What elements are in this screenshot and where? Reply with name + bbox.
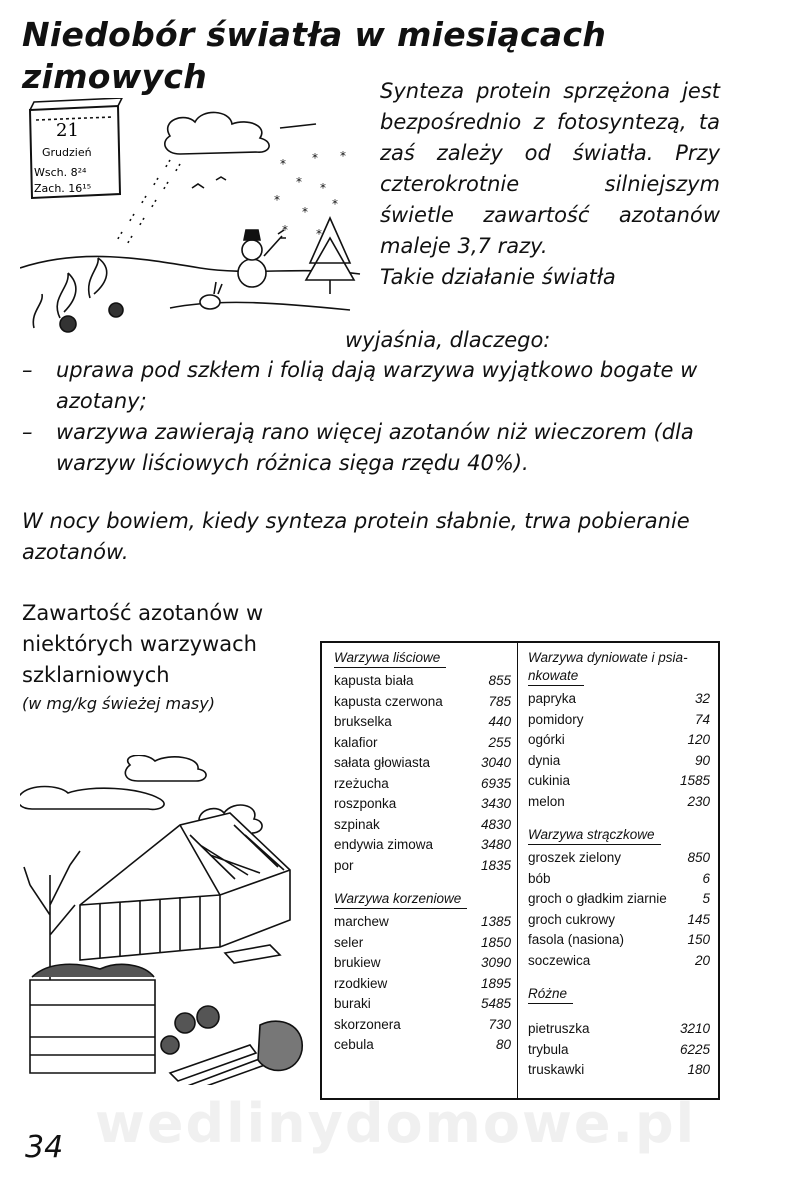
table-row bbox=[528, 910, 710, 931]
svg-text:*: * bbox=[316, 227, 322, 241]
table-row bbox=[528, 889, 710, 910]
table-row bbox=[528, 930, 710, 951]
group-rows-root bbox=[334, 912, 511, 1056]
table-row bbox=[528, 1040, 710, 1061]
nitrate-value: 255 bbox=[488, 734, 511, 750]
vegetable-name: trybula bbox=[528, 1041, 569, 1057]
lead-line: wyjaśnia, dlaczego: bbox=[345, 328, 551, 352]
caption-unit: (w mg/kg świeżej masy) bbox=[22, 694, 215, 713]
nitrate-value: 1835 bbox=[480, 857, 511, 873]
table-row bbox=[334, 774, 511, 795]
table-row bbox=[334, 994, 511, 1015]
table-row bbox=[334, 712, 511, 733]
intro-paragraph-1: Synteza protein sprzężona jest bezpośrednio z fotosyntezą, ta zaś zależy od światła. Przy czterokrotnie silniejszym świetle zawartość azotanów maleje 3,7 razy. bbox=[380, 79, 720, 258]
table-row bbox=[334, 912, 511, 933]
table-row bbox=[528, 848, 710, 869]
table-row bbox=[334, 671, 511, 692]
svg-text:*: * bbox=[282, 223, 288, 237]
page-number: 34 bbox=[25, 1130, 64, 1165]
nitrate-value: 3210 bbox=[679, 1021, 710, 1036]
group-heading-other: Różne bbox=[528, 985, 573, 1004]
nitrate-value: 1385 bbox=[480, 914, 511, 929]
nitrate-value: 850 bbox=[687, 850, 710, 865]
list-item bbox=[22, 417, 722, 479]
calendar-day: 21 bbox=[56, 120, 79, 141]
group-rows-other bbox=[528, 1019, 710, 1081]
vegetable-name: kalafior bbox=[334, 734, 378, 750]
table-row bbox=[528, 730, 710, 751]
nitrate-value: 74 bbox=[694, 711, 710, 727]
table-row bbox=[334, 1015, 511, 1036]
vegetable-name: kapusta biała bbox=[334, 673, 414, 688]
caption-text: Zawartość azotanów w niektórych warzywach szklarniowych bbox=[22, 601, 264, 687]
calendar-sunrise: Wsch. 8²⁴ bbox=[34, 166, 87, 179]
vegetable-name: roszponka bbox=[334, 796, 397, 811]
calendar-sunset: Zach. 16¹⁵ bbox=[34, 182, 92, 195]
group-rows-legumes bbox=[528, 848, 710, 971]
list-item bbox=[22, 355, 722, 417]
vegetable-name: szpinak bbox=[334, 816, 380, 832]
vegetable-name: cebula bbox=[334, 1037, 374, 1052]
table-row bbox=[334, 753, 511, 774]
svg-text:*: * bbox=[274, 193, 280, 207]
table-row bbox=[528, 689, 710, 710]
table-row bbox=[528, 710, 710, 731]
vegetable-name: sałata głowiasta bbox=[334, 755, 431, 770]
table-row bbox=[528, 1060, 710, 1081]
nitrate-value: 3480 bbox=[480, 837, 511, 852]
table-row bbox=[334, 733, 511, 754]
vegetable-name: soczewica bbox=[528, 952, 591, 968]
table-row bbox=[528, 869, 710, 890]
nitrate-value: 440 bbox=[488, 714, 511, 729]
vegetable-name: rzeżucha bbox=[334, 775, 389, 791]
svg-text:*: * bbox=[332, 197, 338, 211]
calendar-month: Grudzień bbox=[42, 146, 92, 159]
nitrate-value: 5 bbox=[702, 891, 710, 906]
table-row bbox=[528, 771, 710, 792]
watermark: wedlinydomowe.pl bbox=[95, 1092, 697, 1155]
nitrate-value: 6935 bbox=[480, 775, 511, 791]
svg-text:*: * bbox=[296, 175, 302, 189]
table-row bbox=[334, 953, 511, 974]
table-row bbox=[334, 933, 511, 954]
nitrate-value: 120 bbox=[687, 732, 710, 747]
group-rows-leafy bbox=[334, 671, 511, 876]
table-row bbox=[334, 692, 511, 713]
svg-text:*: * bbox=[302, 205, 308, 219]
vegetable-name: ogórki bbox=[528, 732, 565, 747]
nitrate-value: 4830 bbox=[480, 816, 511, 832]
vegetable-name: fasola (nasiona) bbox=[528, 932, 625, 947]
bullet-marker: – bbox=[22, 358, 33, 382]
group-heading-root: Warzywa korzeniowe bbox=[334, 890, 467, 909]
group-heading-gourd-line2: nkowate bbox=[528, 667, 584, 686]
table-row bbox=[334, 856, 511, 877]
vegetable-name: groch o gładkim ziarnie bbox=[528, 891, 667, 906]
closing-paragraph: W nocy bowiem, kiedy synteza protein słabnie, trwa pobieranie azotanów. bbox=[22, 509, 690, 564]
bullet-text: uprawa pod szkłem i folią dają warzywa wyjątkowo bogate w azotany; bbox=[56, 358, 698, 413]
vegetable-name: pietruszka bbox=[528, 1021, 590, 1036]
table-row bbox=[334, 1035, 511, 1056]
table-row bbox=[334, 794, 511, 815]
vegetable-name: endywia zimowa bbox=[334, 837, 434, 852]
nitrate-value: 150 bbox=[687, 932, 710, 947]
nitrate-value: 32 bbox=[694, 691, 710, 706]
nitrate-value: 1850 bbox=[480, 934, 511, 950]
svg-text:*: * bbox=[280, 157, 286, 171]
vegetable-name: kapusta czerwona bbox=[334, 693, 443, 709]
intro-text bbox=[380, 76, 720, 293]
svg-text:*: * bbox=[312, 151, 318, 165]
vegetable-name: dynia bbox=[528, 752, 561, 768]
greenhouse-illustration bbox=[20, 755, 310, 1085]
nitrate-value: 180 bbox=[687, 1062, 710, 1077]
svg-text:*: * bbox=[340, 149, 346, 163]
intro-paragraph-2: Takie działanie światła bbox=[380, 265, 616, 289]
nitrate-value: 3040 bbox=[480, 755, 511, 770]
nitrate-value: 20 bbox=[694, 952, 710, 968]
group-heading-legumes: Warzywa strączkowe bbox=[528, 826, 661, 845]
vegetable-name: brukiew bbox=[334, 955, 381, 970]
vegetable-name: truskawki bbox=[528, 1062, 585, 1077]
vegetable-name: groch cukrowy bbox=[528, 911, 616, 927]
table-column-left bbox=[322, 643, 518, 1098]
nitrate-value: 730 bbox=[488, 1016, 511, 1032]
svg-text:*: * bbox=[320, 181, 326, 195]
nitrate-value: 5485 bbox=[480, 996, 511, 1011]
vegetable-name: pomidory bbox=[528, 711, 584, 727]
vegetable-name: rzodkiew bbox=[334, 975, 388, 991]
nitrate-value: 785 bbox=[488, 693, 511, 709]
vegetable-name: seler bbox=[334, 934, 364, 950]
vegetable-name: papryka bbox=[528, 691, 577, 706]
table-row bbox=[528, 792, 710, 813]
group-heading-leafy: Warzywa liściowe bbox=[334, 649, 446, 668]
bullet-text: warzywa zawierają rano więcej azotanów niż wieczorem (dla warzyw liściowych różnica sięga rzędu 40%). bbox=[56, 420, 694, 475]
nitrate-value: 90 bbox=[694, 752, 710, 768]
table-row bbox=[334, 815, 511, 836]
group-heading-gourd-line1: Warzywa dyniowate i psia- bbox=[528, 650, 688, 665]
nitrate-value: 855 bbox=[488, 673, 511, 688]
bullet-list bbox=[22, 355, 722, 479]
vegetable-name: buraki bbox=[334, 996, 371, 1011]
table-row bbox=[528, 1019, 710, 1040]
vegetable-name: por bbox=[334, 857, 354, 873]
table-row bbox=[334, 974, 511, 995]
table-row bbox=[528, 951, 710, 972]
nitrate-value: 6 bbox=[702, 870, 710, 886]
nitrate-value: 145 bbox=[687, 911, 710, 927]
table-column-right bbox=[518, 643, 718, 1098]
table-row bbox=[334, 835, 511, 856]
nitrate-value: 3090 bbox=[480, 955, 511, 970]
vegetable-name: bób bbox=[528, 870, 551, 886]
group-rows-gourd bbox=[528, 689, 710, 812]
table-row bbox=[528, 751, 710, 772]
nitrate-value: 1585 bbox=[679, 773, 710, 788]
vegetable-name: melon bbox=[528, 793, 565, 809]
nitrate-value: 3430 bbox=[480, 796, 511, 811]
table-caption bbox=[22, 598, 312, 717]
vegetable-name: brukselka bbox=[334, 714, 392, 729]
vegetable-name: marchew bbox=[334, 914, 389, 929]
nitrate-value: 80 bbox=[495, 1037, 511, 1052]
vegetable-name: skorzonera bbox=[334, 1016, 401, 1032]
bullet-marker: – bbox=[22, 420, 33, 444]
nitrate-table bbox=[320, 641, 720, 1100]
page-title: Niedobór światła w miesiącach zimowych bbox=[22, 15, 607, 96]
vegetable-name: cukinia bbox=[528, 773, 571, 788]
nitrate-value: 6225 bbox=[679, 1041, 710, 1057]
winter-illustration bbox=[20, 98, 370, 348]
nitrate-value: 1895 bbox=[480, 975, 511, 991]
nitrate-value: 230 bbox=[687, 793, 710, 809]
vegetable-name: groszek zielony bbox=[528, 850, 622, 865]
